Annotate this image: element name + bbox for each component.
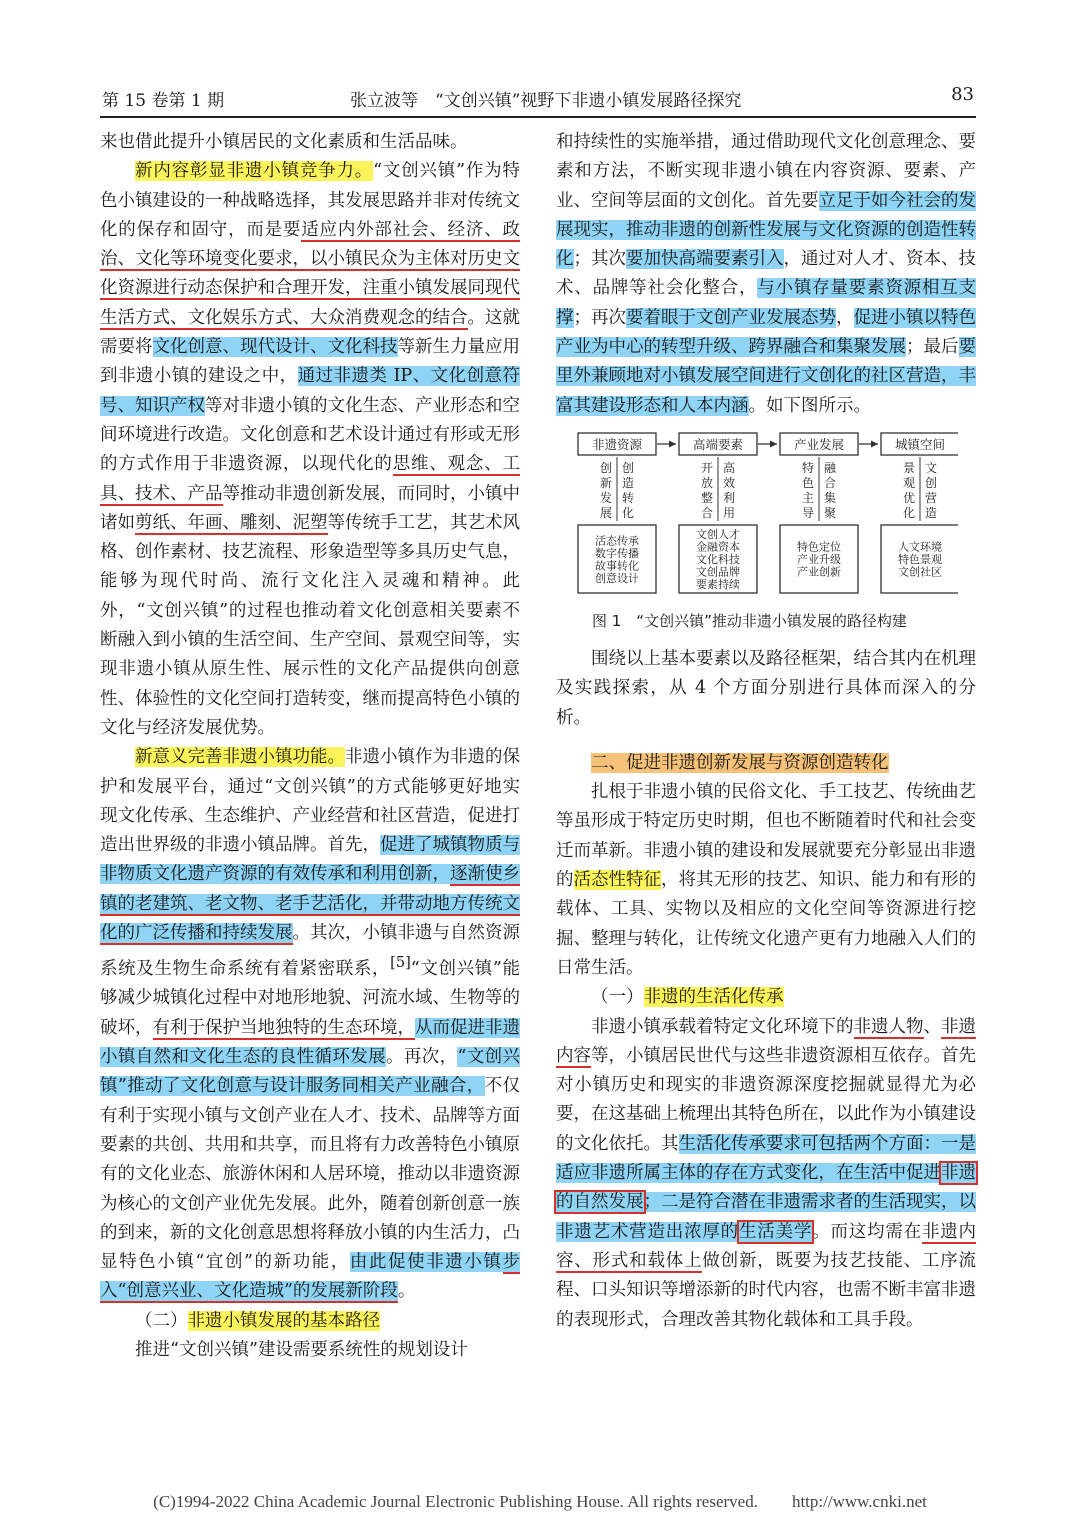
diagram-outcome-label: 要素持续 <box>696 577 740 591</box>
diagram-vertical-char: 导 <box>801 505 815 520</box>
diagram-vertical-char: 展 <box>599 505 613 520</box>
highlighted-text: 要着眼于文创产业发展态势 <box>626 307 836 328</box>
diagram-vertical-char: 特 <box>801 460 815 475</box>
diagram-outcome-label: 文创社区 <box>898 565 942 579</box>
paragraph: 围绕以上基本要素以及路径框架，结合其内在机理及实践探索，从 4 个方面分别进行具体而深入的分析。 <box>556 648 976 728</box>
section-gap <box>556 733 976 749</box>
highlighted-text: 通过非遗类 IP、文化创意符号、知识产权 <box>100 366 520 416</box>
highlighted-text: 活态性特征 <box>573 870 661 891</box>
subsection-heading: （二）非遗小镇发展的基本路径 <box>135 1310 380 1331</box>
highlighted-text: 促进小镇以特色产业为中心的转型升级、跨界融合和集聚发展 <box>556 307 976 358</box>
highlighted-text: 要加快高端要素引入 <box>626 249 784 270</box>
running-title: 张立波等 “文创兴镇”视野下非遗小镇发展路径探究 <box>350 91 742 111</box>
diagram-vertical-char: 色 <box>801 475 815 490</box>
diagram-vertical-char: 聚 <box>823 505 837 520</box>
diagram-vertical-char: 放 <box>700 475 714 490</box>
diagram-vertical-char: 主 <box>801 490 815 505</box>
running-header <box>100 84 976 116</box>
diagram-outcome-label: 产业创新 <box>797 565 841 579</box>
subsection-heading: （一）非遗的生活化传承 <box>591 987 784 1008</box>
diagram-vertical-char: 合 <box>700 505 714 520</box>
diagram-vertical-char: 转 <box>621 490 635 505</box>
highlighted-text: 生活化传承要求可包括两个方面：一是适应非遗所属主体的存在方式变化，在生活中促进 <box>556 1133 976 1184</box>
diagram-outcome-label: 特色景观 <box>898 552 942 566</box>
diagram-vertical-char: 开 <box>700 460 714 475</box>
diagram-vertical-char: 造 <box>621 475 635 490</box>
volume-issue: 第 15 卷第 1 期 <box>102 91 225 111</box>
highlighted-text: 步入“创意兴业、文化造城”的发展新阶段 <box>100 1252 520 1302</box>
paragraph: 非遗小镇承载着特定文化环境下的非遗人物、非遗内容等，小镇居民世代与这些非遗资源相互依存。首先对小镇历史和现实的非遗资源深度挖掘就显得尤为必要，在这基础上梳理出其特色所在，以此作为小镇建设的文化依托。其生活化传承要求可包括两个方面：一是适应非遗所属主体的存在方式变化，在生活中促进非遗的自然发展；二是符合潜在非遗需求者的生活现实，以非遗艺术营造出浓厚的生活美学。而这均需在非遗内容、形式和载体上做创新，既要为技艺技能、工序流程、口头知识等增添新的时代内容，也需不断丰富非遗的表现形式，合理改善其物化载体和工具手段。 <box>556 1016 977 1330</box>
diagram-outcome-label: 活态传承 <box>595 534 639 548</box>
diagram-outcome-label: 特色定位 <box>797 540 841 554</box>
paragraph: 扎根于非遗小镇的民俗文化、手工技艺、传统曲艺等虽形成于特定历史时期，但也不断随着时代和社会变迁而革新。非遗小镇的建设和发展就要充分彰显出非遗的活态性特征，将其无形的技艺、知识、能力和有形的载体、工具、实物以及相应的文化空间等资源进行挖掘、整理与转化，让传统文化遗产更有力地融入人们的日常生活。 <box>556 782 976 978</box>
path-framework-diagram <box>574 431 958 597</box>
diagram-vertical-char: 化 <box>621 505 635 520</box>
diagram-vertical-char: 新 <box>599 475 613 490</box>
annotated-text: 剪纸、年画、雕刻、泥塑 <box>135 512 328 533</box>
diagram-vertical-char: 融 <box>823 460 837 475</box>
diagram-vertical-char: 化 <box>902 505 916 520</box>
paragraph: 和持续性的实施举措，通过借助现代文化创意理念、要素和方法，不断实现非遗小镇在内容资源、要素、产业、空间等层面的文创化。首先要立足于如今社会的发展现实，推动非遗的创新性发展与文化资源的创造性转化；其次要加快高端要素引入，通过对人才、资本、技术、品牌等社会化整合，与小镇存量要素资源相互支撑；再次要着眼于文创产业发展态势，促进小镇以特色产业为中心的转型升级、跨界融合和集聚发展；最后要里外兼顾地对小镇发展空间进行文创化的社区营造，丰富其建设形态和人本内涵。如下图所示。 <box>556 132 976 416</box>
diagram-outcome-label: 文创人才 <box>696 527 740 541</box>
diagram-vertical-char: 优 <box>902 490 916 505</box>
annotated-text: 适应内外部社会、经济、政治、文化等环境变化要求，以小镇民众为主体对历史文化资源进行动态保护和合理开发，注重小镇发展同现代生活方式、文化娱乐方式、大众消费观念的结合 <box>100 219 520 328</box>
diagram-vertical-char: 观 <box>902 475 916 490</box>
diagram-vertical-char: 创 <box>924 475 938 490</box>
diagram-outcome-label: 数字传播 <box>595 546 639 560</box>
diagram-outcome-label: 创意设计 <box>595 571 639 585</box>
paragraph: 新意义完善非遗小镇功能。非遗小镇作为非遗的保护和发展平台，通过“文创兴镇”的方式能够更好地实现文化传承、生态维护、产业经营和社区营造，促进打造出世界级的非遗小镇品牌。首先，促进了城镇物质与非物质文化遗产资源的有效传承和利用创新，逐渐使乡镇的老建筑、老文物、老手艺活化，并带动地方传统文化的广泛传播和持续发展。其次，小镇非遗与自然资源系统及生物生命系统有着紧密联系，[5]“文创兴镇”能够减少城镇化过程中对地形地貌、河流水域、生物等的破坏，有利于保护当地独特的生态环境，从而促进非遗小镇自然和文化生态的良性循环发展。再次，“文创兴镇”推动了文化创意与设计服务同相关产业融合，不仅有利于实现小镇与文创产业在人才、技术、品牌等方面要素的共创、共用和共享，而且将有力改善特色小镇原有的文化业态、旅游休闲和人居环境，推动以非遗资源为核心的文创产业优先发展。此外，随着创新创意一族的到来，新的文化创意思想将释放小镇的内生活力，凸显特色小镇“宜创”的新功能，由此促使非遗小镇步入“创意兴业、文化造城”的发展新阶段。 <box>100 747 521 1302</box>
run-in-heading: 新内容彰显非遗小镇竞争力。 <box>135 161 374 182</box>
diagram-vertical-char: 集 <box>823 490 837 505</box>
highlighted-text: 促进了城镇物质与非物质文化遗产资源的有效传承和利用创新， <box>100 835 520 885</box>
citation: [5] <box>390 954 411 972</box>
diagram-vertical-char: 效 <box>722 475 736 490</box>
highlighted-text: ；二是符合潜在非遗需求者的生活现实，以非遗艺术营造出浓厚的 <box>556 1192 976 1242</box>
highlighted-text: 与小镇存量要素资源相互支撑 <box>556 278 976 328</box>
paragraph: 来也借此提升小镇居民的文化素质和生活品味。 <box>100 132 468 152</box>
run-in-heading: 新意义完善非遗小镇功能。 <box>135 747 345 768</box>
diagram-outcome-label: 金融资本 <box>696 540 740 554</box>
annotated-text: 思维、观念、工具、技术、产品 <box>100 454 521 504</box>
diagram-vertical-char: 合 <box>823 475 837 490</box>
section-heading: 二、促进非遗创新发展与资源创造转化 <box>591 752 889 773</box>
diagram-vertical-char: 高 <box>722 460 736 475</box>
highlighted-text: 要里外兼顾地对小镇发展空间进行文创化的社区营造，丰富其建设形态和人本内涵 <box>556 337 976 416</box>
diagram-vertical-char: 创 <box>621 460 635 475</box>
boxed-text: 生活美学 <box>738 1221 813 1242</box>
boxed-text: 非遗的自然发展 <box>556 1163 976 1213</box>
diagram-outcome-label: 人文环境 <box>898 540 942 554</box>
diagram-vertical-char: 用 <box>722 505 736 520</box>
diagram-outcome-label: 故事转化 <box>595 559 639 573</box>
figure-1 <box>556 431 976 641</box>
diagram-node-label: 城镇空间 <box>894 436 946 452</box>
paragraph: 推进“文创兴镇”建设需要系统性的规划设计 <box>135 1340 468 1360</box>
left-column <box>100 128 520 1365</box>
diagram-vertical-char: 景 <box>902 460 916 475</box>
diagram-vertical-char: 整 <box>700 490 714 505</box>
highlighted-text: 逐渐使乡镇的老建筑、老文物、老手艺活化，并带动地方传统文化的广泛传播和持续发展 <box>100 864 520 944</box>
diagram-vertical-char: 创 <box>599 460 613 475</box>
annotated-text: 有利于保护当地独特的生态环境， <box>152 1017 415 1038</box>
paragraph: 新内容彰显非遗小镇竞争力。“文创兴镇”作为特色小镇建设的一种战略选择，其发展思路并非对传统文化的保存和固守，而是要适应内外部社会、经济、政治、文化等环境变化要求，以小镇民众为主体对历史文化资源进行动态保护和合理开发，注重小镇发展同现代生活方式、文化娱乐方式、大众消费观念的结合。这就需要将文化创意、现代设计、文化科技等新生力量应用到非遗小镇的建设之中，通过非遗类 IP、文化创意符号、知识产权等对非遗小镇的文化生态、产业形态和空间环境进行改造。文化创意和艺术设计通过有形或无形的方式作用于非遗资源，以现代化的思维、观念、工具、技术、产品等推动非遗创新发展，而同时，小镇中诸如剪纸、年画、雕刻、泥塑等传统手工艺，其艺术风格、创作素材、技艺流程、形象造型等多具历史气息，能够为现代时尚、流行文化注入灵魂和精神。此外，“文创兴镇”的过程也推动着文化创意相关要素不断融入到小镇的生活空间、生产空间、景观空间等，实现非遗小镇从原生性、展示性的文化产品提供向创意性、体验性的文化空间打造转变，继而提高特色小镇的文化与经济发展优势。 <box>100 161 521 738</box>
diagram-node-label: 高端要素 <box>692 436 744 452</box>
highlighted-text: 从而促进非遗小镇自然和文化生态的良性循环发展 <box>100 1017 520 1068</box>
page-number: 83 <box>951 84 974 105</box>
header-divider <box>100 116 976 118</box>
diagram-vertical-char: 文 <box>924 460 938 475</box>
highlighted-text: 立足于如今社会的发展现实，推动非遗的创新性发展与文化资源的创造性转化 <box>556 190 976 270</box>
annotated-text: 非遗内容 <box>556 1016 976 1066</box>
diagram-node-label: 非遗资源 <box>591 436 643 452</box>
highlighted-text: 文化创意、现代设计、文化科技 <box>152 337 398 358</box>
diagram-vertical-char: 造 <box>924 505 938 520</box>
diagram-vertical-char: 营 <box>924 490 938 505</box>
diagram-node-label: 产业发展 <box>793 436 845 452</box>
diagram-vertical-char: 利 <box>722 490 736 505</box>
diagram-outcome-label: 文创品牌 <box>696 565 740 579</box>
copyright-footer: (C)1994-2022 China Academic Journal Electronic Publishing House. All rights reserved. http://www.cnki.net <box>153 1492 927 1511</box>
diagram-outcome-label: 文化科技 <box>696 552 740 566</box>
right-column <box>556 128 976 1335</box>
diagram-vertical-char: 发 <box>599 490 613 505</box>
highlighted-text: “文创兴镇”推动了文化创意与设计服务同相关产业融合， <box>100 1047 521 1097</box>
annotated-text: 非遗内容、形式和载体上 <box>556 1221 977 1271</box>
annotated-text: 非遗人物 <box>853 1016 924 1037</box>
highlighted-text: 由此促使非遗小镇 <box>349 1252 503 1273</box>
diagram-outcome-label: 产业升级 <box>797 552 841 566</box>
figure-caption: 图 1 “文创兴镇”推动非遗小镇发展的路径构建 <box>592 611 907 630</box>
